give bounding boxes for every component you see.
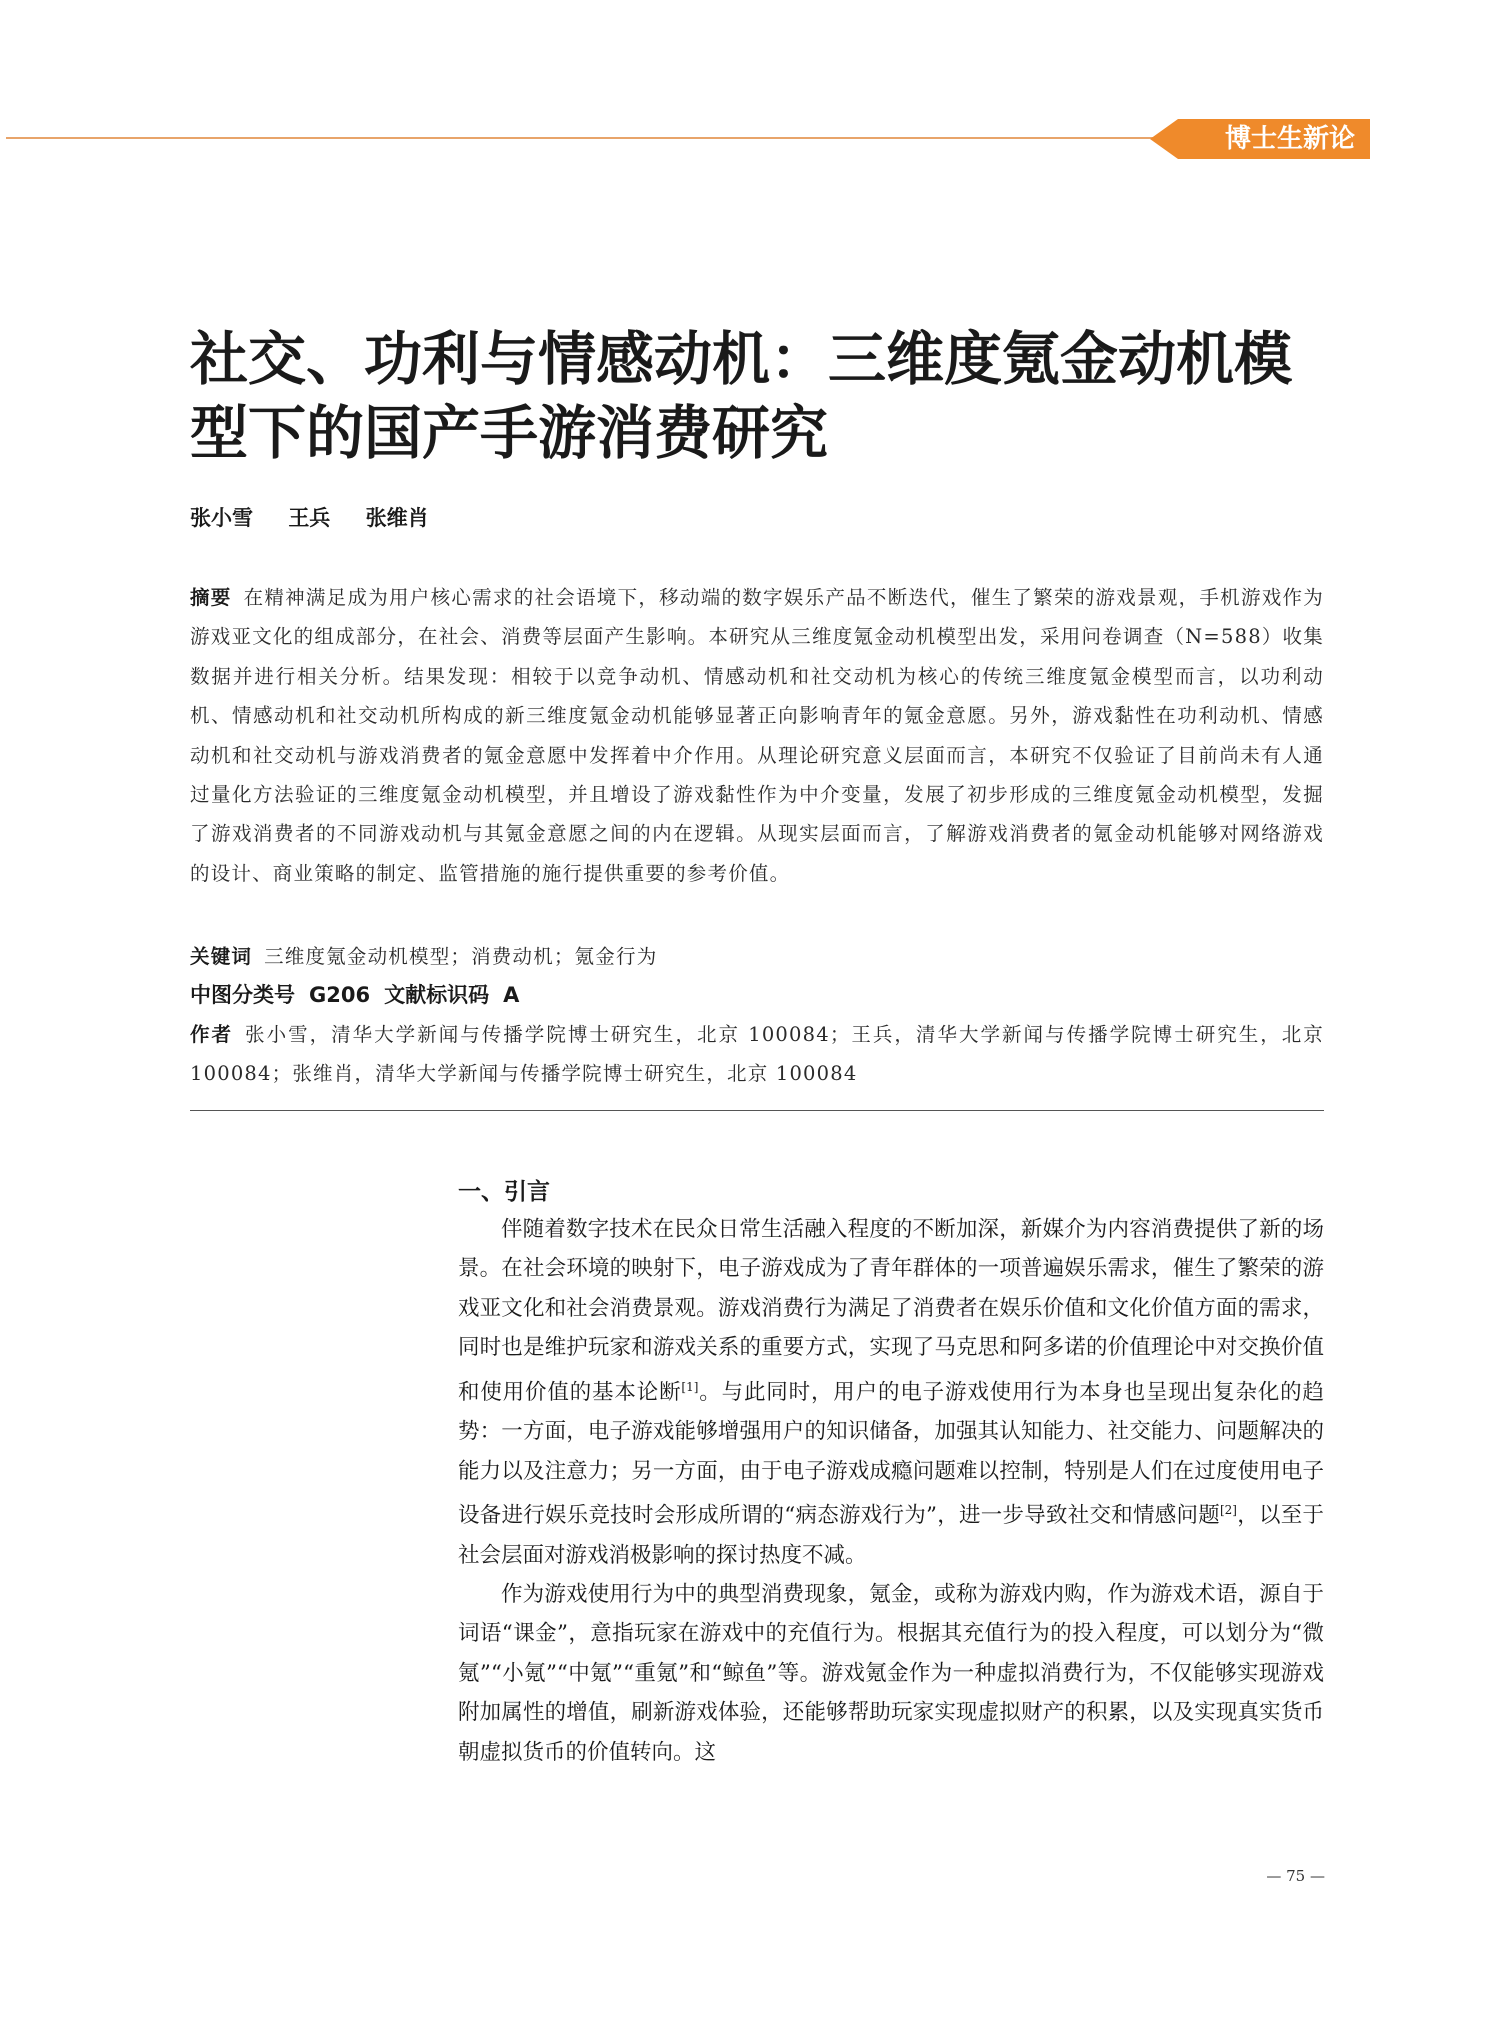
- keywords-text: 三维度氪金动机模型；消费动机；氪金行为: [264, 945, 658, 968]
- doc-code-label: 文献标识码: [384, 983, 490, 1007]
- abstract-text: 在精神满足成为用户核心需求的社会语境下，移动端的数字娱乐产品不断迭代，催生了繁荣的游戏景观，手机游戏作为游戏亚文化的组成部分，在社会、消费等层面产生影响。本研究从三维度氪金动机模型出发，采用问卷调查（N=588）收集数据并进行相关分析。结果发现：相较于以竞争动机、情感动机和社交动机为核心的传统三维度氪金模型而言，以功利动机、情感动机和社交动机所构成的新三维度氪金动机能够显著正向影响青年的氪金意愿。另外，游戏黏性在功利动机、情感动机和社交动机与游戏消费者的氪金意愿中发挥着中介作用。从理论研究意义层面而言，本研究不仅验证了目前尚未有人通过量化方法验证的三维度氪金动机模型，并且增设了游戏黏性作为中介变量，发展了初步形成的三维度氪金动机模型，发掘了游戏消费者的不同游戏动机与其氪金意愿之间的内在逻辑。从现实层面而言，了解游戏消费者的氪金动机能够对网络游戏的设计、商业策略的制定、监管措施的施行提供重要的参考价值。: [190, 586, 1324, 885]
- author-info-text: 张小雪，清华大学新闻与传播学院博士研究生，北京 100084；王兵，清华大学新闻与传播学院博士研究生，北京 100084；张维肖，清华大学新闻与传播学院博士研究生，北京 100084: [190, 1023, 1324, 1086]
- doc-code-value: A: [503, 983, 520, 1007]
- body-text: [458, 1210, 1324, 1772]
- author-info-label: 作者: [190, 1023, 234, 1046]
- paragraph-text: 。与此同时，用户的电子游戏使用行为本身也呈现出复杂化的趋势：一方面，电子游戏能够增强用户的知识储备，加强其认知能力、社交能力、问题解决的能力以及注意力；另一方面，由于电子游戏成瘾问题难以控制，特别是人们在过度使用电子设备进行娱乐竞技时会形成所谓的“病态游戏行为”，进一步导致社交和情感问题: [458, 1379, 1324, 1529]
- keywords: [190, 937, 1324, 976]
- page-number: — 75 —: [1266, 1867, 1325, 1885]
- section-heading: 一、引言: [458, 1179, 550, 1205]
- paragraph: [458, 1210, 1324, 1575]
- classification-label: 中图分类号: [190, 983, 295, 1007]
- citation-ref[interactable]: [2]: [1219, 1503, 1237, 1517]
- classification-value: G206: [309, 983, 371, 1007]
- author-name: 王兵: [288, 506, 331, 530]
- paragraph: 作为游戏使用行为中的典型消费现象，氪金，或称为游戏内购，作为游戏术语，源自于词语“课金”，意指玩家在游戏中的充值行为。根据其充值行为的投入程度，可以划分为“微氪”“小氪”“中氪”“重氪”和“鲸鱼”等。游戏氪金作为一种虚拟消费行为，不仅能够实现游戏附加属性的增值，刷新游戏体验，还能够帮助玩家实现虚拟财产的积累，以及实现真实货币朝虚拟货币的价值转向。这: [458, 1581, 1324, 1765]
- paragraph-text: 伴随着数字技术在民众日常生活融入程度的不断加深，新媒介为内容消费提供了新的场景。在社会环境的映射下，电子游戏成为了青年群体的一项普遍娱乐需求，催生了繁荣的游戏亚文化和社会消费景观。游戏消费行为满足了消费者在娱乐价值和文化价值方面的需求，同时也是维护玩家和游戏关系的重要方式，实现了马克思和阿多诺的价值理论中对交换价值和使用价值的基本论断: [458, 1217, 1324, 1405]
- author-info: [190, 1015, 1324, 1094]
- header-rule: [6, 137, 1176, 139]
- article-title: 社交、功利与情感动机：三维度氪金动机模型下的国产手游消费研究: [190, 325, 1293, 467]
- author-list: [190, 503, 790, 533]
- classification-line: [190, 976, 1324, 1015]
- abstract-label: 摘要: [190, 586, 232, 609]
- abstract: [190, 578, 1324, 893]
- paragraph-text: ，以至于社会层面对游戏消极影响的探讨热度不减。: [458, 1503, 1324, 1568]
- keywords-label: 关键词: [190, 945, 253, 968]
- section-divider: [190, 1110, 1324, 1111]
- citation-ref[interactable]: [1]: [681, 1379, 699, 1394]
- author-name: 张维肖: [365, 506, 429, 530]
- author-name: 张小雪: [190, 506, 253, 530]
- section-tag-label: 博士生新论: [1224, 124, 1355, 154]
